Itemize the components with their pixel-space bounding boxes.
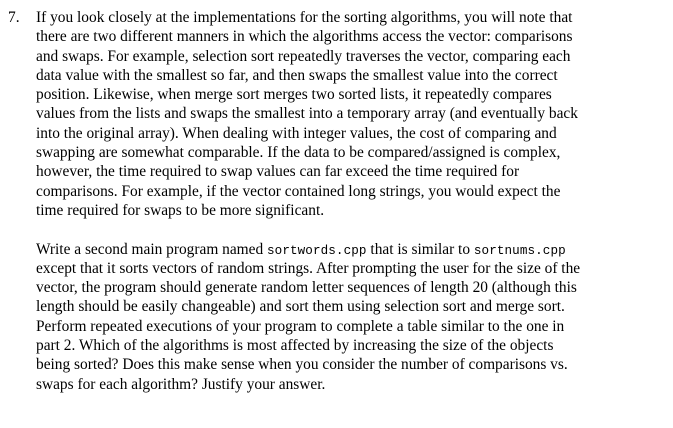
text-line: values from the lists and swaps the smallest into a temporary array (and eventually back: [36, 105, 578, 123]
text-line: If you look closely at the implementations for the sorting algorithms, you will note that: [36, 9, 573, 26]
text-line: and swaps. For example, selection sort repeatedly traverses the vector, comparing each: [36, 47, 571, 65]
text-line: swapping are somewhat comparable. If the data to be compared/assigned is complex,: [36, 144, 561, 162]
text-line: vector, the program should generate random letter sequences of length 20 (although this: [36, 279, 577, 297]
text-line: time required for swaps to be more significant.: [36, 201, 325, 219]
text-line: [36, 240, 658, 259]
paragraph-1: [36, 8, 658, 220]
text-line: length should be easily changeable) and sort them using selection sort and merge sort.: [36, 298, 565, 316]
text-line: position. Likewise, when merge sort merges two sorted lists, it repeatedly compares: [36, 86, 552, 104]
item-number: 7.: [8, 9, 20, 26]
text-segment: that is similar to: [366, 240, 474, 258]
paragraph-2: [36, 240, 658, 394]
text-line: however, the time required to swap values can far exceed the time required for: [36, 163, 520, 181]
text-line: swaps for each algorithm? Justify your answer.: [36, 375, 326, 393]
text-line: there are two different manners in which the algorithms access the vector: comparisons: [36, 28, 573, 46]
text-line: comparisons. For example, if the vector contained long strings, you would expect the: [36, 182, 561, 200]
text-line: data value with the smallest so far, and then swaps the smallest value into the correct: [36, 66, 558, 84]
text-line: being sorted? Does this make sense when you consider the number of comparisons vs.: [36, 356, 568, 374]
text-line: Perform repeated executions of your program to complete a table similar to the one in: [36, 317, 565, 335]
text-line: except that it sorts vectors of random strings. After prompting the user for the size of the: [36, 259, 581, 277]
text-line: into the original array). When dealing with integer values, the cost of comparing and: [36, 124, 557, 142]
question-body: [36, 8, 658, 394]
code-filename-sortwords: sortwords.cpp: [267, 243, 367, 258]
code-filename-sortnums: sortnums.cpp: [473, 243, 566, 258]
text-line: part 2. Which of the algorithms is most affected by increasing the size of the objects: [36, 337, 554, 355]
text-segment: Write a second main program named: [36, 240, 268, 258]
